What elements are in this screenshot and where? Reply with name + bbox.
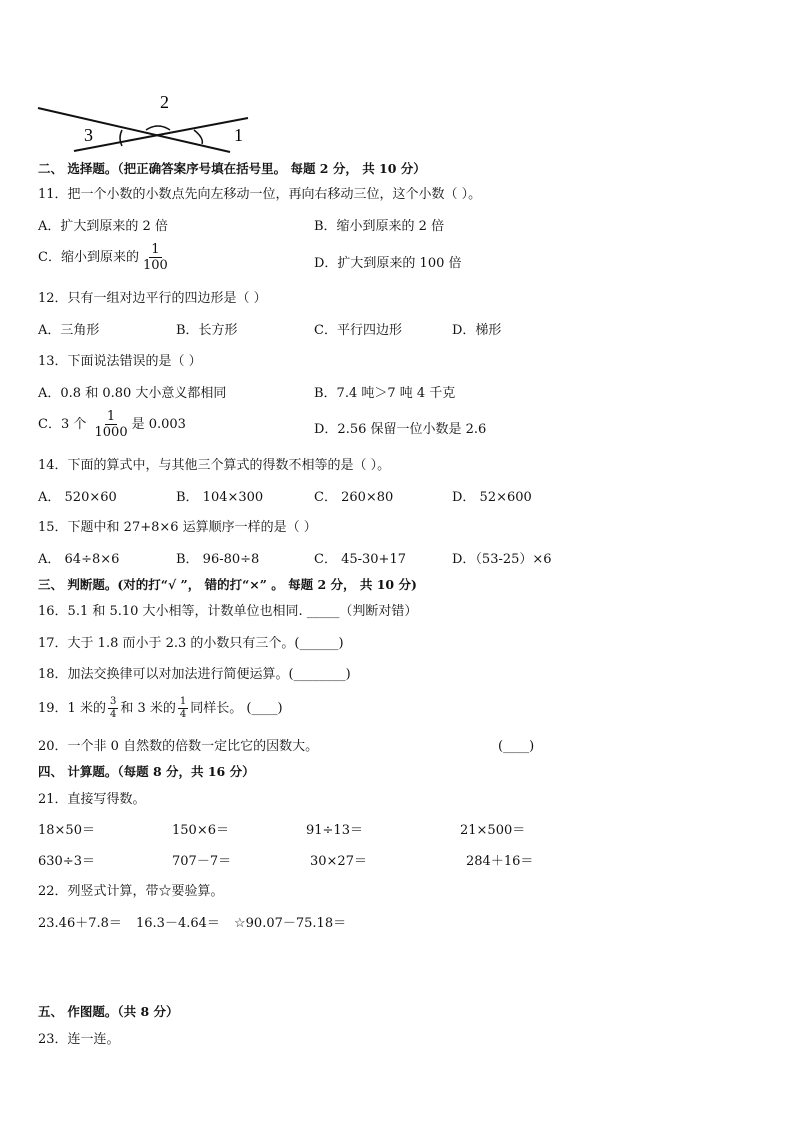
q21-item: 21×500＝ [460, 823, 526, 838]
fraction-numerator: 1 [179, 696, 187, 707]
q18-statement: 18．加法交换律可以对加法进行简便运算。(________) [38, 667, 351, 682]
q12-option-c: C．平行四边形 [314, 323, 402, 338]
q22-stem: 22．列竖式计算，带☆要验算。 [38, 884, 224, 899]
q23-stem: 23．连一连。 [38, 1032, 120, 1047]
q19-mid: 和 3 米的 [120, 701, 176, 716]
q12-stem: 12．只有一组对边平行的四边形是（ ） [38, 291, 267, 306]
fraction-numerator: 1 [106, 409, 116, 424]
q21-item: 284＋16＝ [466, 854, 534, 869]
q12-option-a: A．三角形 [38, 323, 100, 338]
fraction-numerator: 1 [151, 242, 160, 257]
fraction-denominator: 4 [179, 709, 187, 720]
q15-option-b: B． 96-80÷8 [176, 552, 260, 567]
q14-option-b: B． 104×300 [176, 490, 264, 505]
q22-item: ☆90.07－75.18＝ [234, 916, 347, 931]
q14-option-c: C． 260×80 [314, 490, 394, 505]
q19-pre: 19．1 米的 [38, 701, 106, 716]
q14-option-a: A． 520×60 [38, 490, 117, 505]
q21-stem: 21．直接写得数。 [38, 792, 146, 807]
q13-option-b: B．7.4 吨＞7 吨 4 千克 [314, 386, 456, 401]
q21-item: 91÷13＝ [306, 823, 363, 838]
q22-item: 16.3－4.64＝ [136, 916, 220, 931]
fraction-numerator: 3 [109, 696, 117, 707]
angle-label-2: 2 [160, 92, 169, 112]
fraction-1-4 [178, 697, 188, 720]
line-a [38, 108, 230, 152]
q20-statement: 20．一个非 0 自然数的倍数一定比它的因数大。 [38, 739, 319, 754]
fraction-1-100 [141, 243, 170, 272]
fraction-denominator: 4 [109, 709, 117, 720]
section-2-title: 二、 选择题。（把正确答案序号填在括号里。 每题 2 分， 共 10 分） [38, 161, 426, 176]
q15-stem: 15．下题中和 27+8×6 运算顺序一样的是（ ） [38, 520, 317, 535]
q13-option-a: A．0.8 和 0.80 大小意义都相同 [38, 386, 227, 401]
q19-statement [38, 697, 283, 720]
q21-item: 630÷3＝ [38, 854, 95, 869]
fraction-denominator: 100 [142, 258, 168, 273]
angle-arc-3 [120, 130, 122, 146]
section-3-title: 三、 判断题。(对的打“√ ”， 错的打“×” 。 每题 2 分， 共 10 分) [38, 577, 417, 592]
q11-option-c [38, 243, 172, 272]
q19-post: 同样长。 (____) [190, 701, 283, 716]
q14-stem: 14．下面的算式中，与其他三个算式的得数不相等的是（ ）。 [38, 458, 391, 473]
q21-item: 18×50＝ [38, 823, 95, 838]
angle-figure [34, 88, 254, 158]
q11-stem: 11．把一个小数的小数点先向左移动一位，再向右移动三位，这个小数（ ）。 [38, 187, 482, 202]
q11-option-a: A．扩大到原来的 2 倍 [38, 219, 168, 234]
q11-option-b: B．缩小到原来的 2 倍 [314, 219, 445, 234]
q13-option-c [38, 410, 186, 439]
q15-option-c: C． 45-30+17 [314, 552, 406, 567]
q14-option-d: D． 52×600 [452, 490, 532, 505]
q13-stem: 13．下面说法错误的是（ ） [38, 354, 202, 369]
q21-item: 30×27＝ [310, 854, 367, 869]
angle-arc-2 [146, 126, 170, 130]
fraction-denominator: 1000 [94, 425, 128, 440]
q21-item: 707－7＝ [172, 854, 232, 869]
q12-option-d: D．梯形 [452, 323, 502, 338]
q20-answer-blank[interactable]: (____) [498, 739, 535, 754]
section-4-title: 四、 计算题。（每题 8 分，共 16 分） [38, 764, 255, 779]
q22-item: 23.46＋7.8＝ [38, 916, 122, 931]
angle-label-1: 1 [234, 125, 243, 145]
q11-option-c-text: C．缩小到原来的 [38, 250, 139, 265]
section-5-title: 五、 作图题。（共 8 分） [38, 1004, 179, 1019]
q16-statement: 16．5.1 和 5.10 大小相等，计数单位也相同. _____（判断对错） [38, 604, 418, 619]
angle-label-3: 3 [84, 125, 93, 145]
q13-option-c-pre: C．3 个 [38, 417, 87, 432]
q13-option-d: D．2.56 保留一位小数是 2.6 [314, 422, 487, 437]
fraction-1-1000 [93, 410, 130, 439]
angle-arc-1 [194, 130, 202, 144]
fraction-3-4 [108, 697, 118, 720]
q12-option-b: B．长方形 [176, 323, 238, 338]
q21-item: 150×6＝ [172, 823, 229, 838]
q15-option-d: D．（53-25）×6 [452, 552, 552, 567]
q11-option-d: D．扩大到原来的 100 倍 [314, 256, 462, 271]
q15-option-a: A． 64÷8×6 [38, 552, 120, 567]
q17-statement: 17．大于 1.8 而小于 2.3 的小数只有三个。(______) [38, 636, 344, 651]
q13-option-c-post: 是 0.003 [131, 417, 186, 432]
